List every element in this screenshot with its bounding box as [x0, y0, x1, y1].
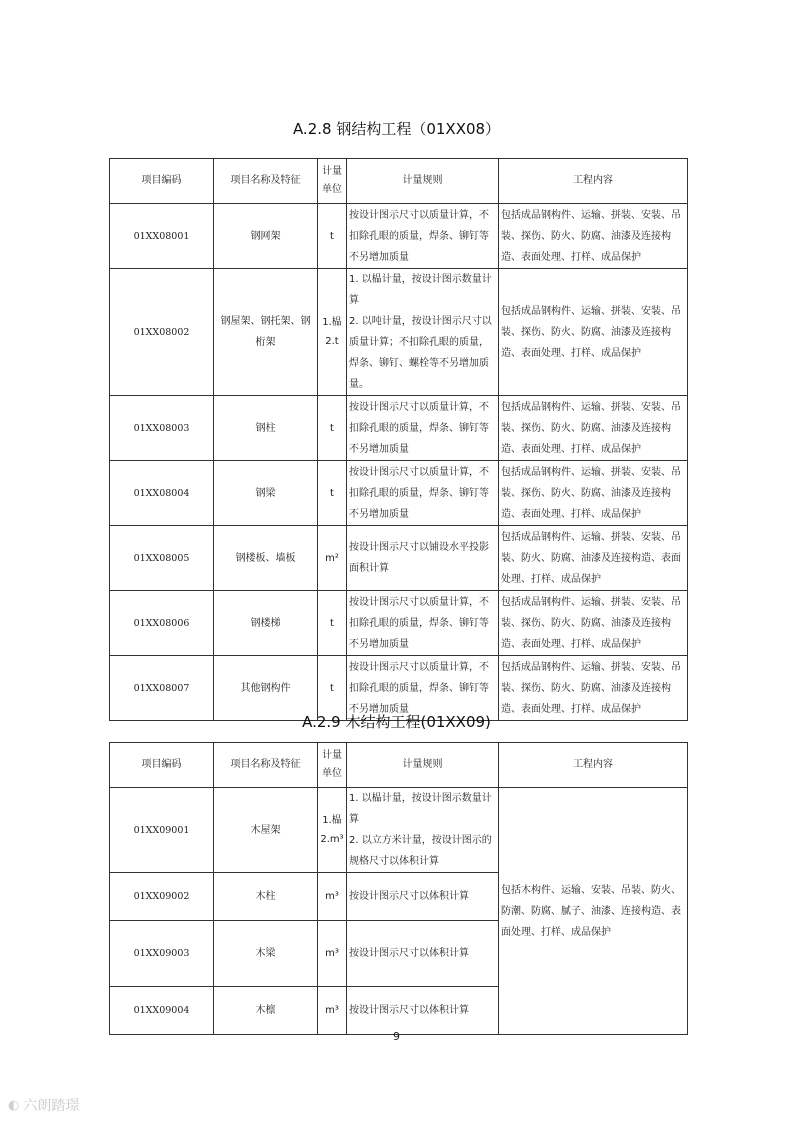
- item-code: 01XX08004: [110, 461, 214, 526]
- item-rule: 按设计图示尺寸以质量计算，不扣除孔眼的质量，焊条、铆钉等不另增加质量: [347, 656, 499, 721]
- shared-content: 包括木构件、运输、安装、吊装、防火、防潮、防腐、腻子、油漆、连接构造、表面处理、打样、成品保护: [499, 788, 688, 1035]
- header-code: 项目编码: [110, 743, 214, 788]
- item-content: 包括成品钢构件、运输、拼装、安装、吊装、探伤、防火、防腐、油漆及连接构造、表面处理、打样、成品保护: [499, 269, 688, 396]
- item-unit: t: [318, 656, 347, 721]
- item-content: 包括成品钢构件、运输、拼装、安装、吊装、探伤、防火、防腐、油漆及连接构造、表面处理、打样、成品保护: [499, 204, 688, 269]
- item-rule: 1. 以榀计量，按设计图示数量计算 2. 以吨计量，按设计图示尺寸以质量计算；不扣除孔眼的质量，焊条、铆钉、螺栓等不另增加质量。: [347, 269, 499, 396]
- item-name: 钢梁: [214, 461, 318, 526]
- item-unit: m²: [318, 526, 347, 591]
- item-content: 包括成品钢构件、运输、拼装、安装、吊装、探伤、防火、防腐、油漆及连接构造、表面处理、打样、成品保护: [499, 591, 688, 656]
- table-row: [110, 396, 688, 461]
- header-name: 项目名称及特征: [214, 743, 318, 788]
- item-code: 01XX08001: [110, 204, 214, 269]
- item-content: 包括成品钢构件、运输、拼装、安装、吊装、防火、防腐、油漆及连接构造、表面处理、打样、成品保护: [499, 526, 688, 591]
- item-rule: 按设计图示尺寸以体积计算: [347, 873, 499, 921]
- item-unit: t: [318, 591, 347, 656]
- item-rule: 1. 以榀计量，按设计图示数量计算 2. 以立方米计量，按设计图示的规格尺寸以体积计算: [347, 788, 499, 873]
- steel-structure-table: [109, 158, 688, 721]
- item-content: 包括成品钢构件、运输、拼装、安装、吊装、探伤、防火、防腐、油漆及连接构造、表面处理、打样、成品保护: [499, 656, 688, 721]
- item-name: 钢屋架、钢托架、钢桁架: [214, 269, 318, 396]
- item-unit: t: [318, 461, 347, 526]
- item-name: 木柱: [214, 873, 318, 921]
- item-name: 钢网架: [214, 204, 318, 269]
- item-name: 其他钢构件: [214, 656, 318, 721]
- item-code: 01XX09001: [110, 788, 214, 873]
- item-content: 包括成品钢构件、运输、拼装、安装、吊装、探伤、防火、防腐、油漆及连接构造、表面处理、打样、成品保护: [499, 396, 688, 461]
- header-unit: 计量 单位: [318, 159, 347, 204]
- header-unit: 计量 单位: [318, 743, 347, 788]
- item-name: 木檩: [214, 987, 318, 1035]
- item-unit: 1.榀 2.m³: [318, 788, 347, 873]
- item-name: 木屋架: [214, 788, 318, 873]
- header-content: 工程内容: [499, 159, 688, 204]
- item-content: 包括成品钢构件、运输、拼装、安装、吊装、探伤、防火、防腐、油漆及连接构造、表面处理、打样、成品保护: [499, 461, 688, 526]
- header-name: 项目名称及特征: [214, 159, 318, 204]
- item-unit: 1.榀 2.t: [318, 269, 347, 396]
- table-header-row: [110, 743, 688, 788]
- item-code: 01XX08005: [110, 526, 214, 591]
- item-unit: m³: [318, 987, 347, 1035]
- item-rule: 按设计图示尺寸以体积计算: [347, 921, 499, 987]
- item-name: 钢楼板、墙板: [214, 526, 318, 591]
- timber-structure-table: [109, 742, 688, 1035]
- item-code: 01XX09002: [110, 873, 214, 921]
- header-rule: 计量规则: [347, 159, 499, 204]
- item-unit: t: [318, 204, 347, 269]
- section-title-timber: A.2.9 木结构工程(01XX09): [302, 713, 491, 731]
- watermark-logo-icon: ◐: [8, 1097, 20, 1113]
- header-content: 工程内容: [499, 743, 688, 788]
- table-header-row: [110, 159, 688, 204]
- item-unit: m³: [318, 873, 347, 921]
- item-rule: 按设计图示尺寸以体积计算: [347, 987, 499, 1035]
- item-code: 01XX09003: [110, 921, 214, 987]
- table-row: [110, 461, 688, 526]
- item-code: 01XX08002: [110, 269, 214, 396]
- item-name: 钢楼梯: [214, 591, 318, 656]
- table-row: [110, 526, 688, 591]
- item-unit: m³: [318, 921, 347, 987]
- item-unit: t: [318, 396, 347, 461]
- item-code: 01XX09004: [110, 987, 214, 1035]
- watermark: [8, 1095, 79, 1115]
- section-title-steel: A.2.8 钢结构工程（01XX08）: [292, 120, 501, 138]
- table-row: [110, 204, 688, 269]
- item-code: 01XX08007: [110, 656, 214, 721]
- item-rule: 按设计图示尺寸以质量计算，不扣除孔眼的质量，焊条、铆钉等不另增加质量: [347, 396, 499, 461]
- item-name: 木梁: [214, 921, 318, 987]
- table-row: [110, 591, 688, 656]
- item-name: 钢柱: [214, 396, 318, 461]
- item-code: 01XX08006: [110, 591, 214, 656]
- table-row: [110, 269, 688, 396]
- item-rule: 按设计图示尺寸以质量计算，不扣除孔眼的质量，焊条、铆钉等不另增加质量: [347, 591, 499, 656]
- item-code: 01XX08003: [110, 396, 214, 461]
- header-code: 项目编码: [110, 159, 214, 204]
- header-rule: 计量规则: [347, 743, 499, 788]
- watermark-text: 六朗踏璟: [23, 1098, 80, 1114]
- page-number: 9: [393, 1030, 400, 1043]
- item-rule: 按设计图示尺寸以质量计算，不扣除孔眼的质量，焊条、铆钉等不另增加质量: [347, 461, 499, 526]
- item-rule: 按设计图示尺寸以铺设水平投影面积计算: [347, 526, 499, 591]
- item-rule: 按设计图示尺寸以质量计算，不扣除孔眼的质量，焊条、铆钉等不另增加质量: [347, 204, 499, 269]
- table-row: [110, 788, 688, 873]
